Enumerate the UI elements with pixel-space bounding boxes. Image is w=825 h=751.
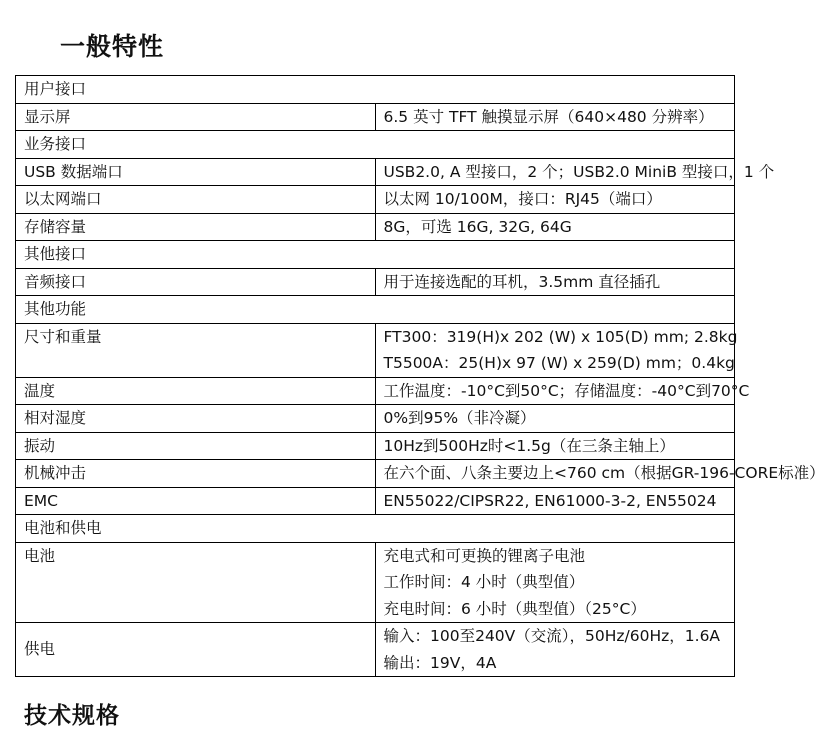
table-row <box>16 405 735 433</box>
row-name: 尺寸和重量 <box>16 323 376 377</box>
value-line: EN55022/CIPSR22, EN61000-3-2, EN55024 <box>383 491 717 510</box>
row-value <box>375 623 735 677</box>
value-line: T5500A：25(H)x 97 (W) x 259(D) mm；0.4kg <box>383 354 735 372</box>
value-line: 10Hz到500Hz时<1.5g（在三条主轴上） <box>383 436 675 455</box>
row-name: 显示屏 <box>16 103 376 131</box>
row-value <box>375 103 735 131</box>
row-name: 以太网端口 <box>16 186 376 214</box>
value-line: 0%到95%（非冷凝） <box>383 409 536 427</box>
row-name: 电池 <box>16 542 376 623</box>
row-value <box>375 377 750 405</box>
page-title: 一般特性 <box>60 32 165 61</box>
section-label: 业务接口 <box>16 131 735 159</box>
section-row <box>16 76 735 104</box>
row-value <box>375 405 735 433</box>
value-line: FT300：319(H)x 202 (W) x 105(D) mm; 2.8kg <box>383 327 738 346</box>
table-row <box>16 377 735 405</box>
row-name: 振动 <box>16 432 376 460</box>
value-line: 充电时间：6 小时（典型值）（25°C） <box>383 599 646 618</box>
table-row <box>16 158 735 186</box>
value-line: 输出：19V，4A <box>383 653 497 672</box>
section-label: 其他功能 <box>16 296 735 324</box>
row-name: 存储容量 <box>16 213 376 241</box>
section-heading-tech-spec: 技术规格 <box>24 702 120 729</box>
value-line: 充电式和可更换的锂离子电池 <box>383 546 586 565</box>
row-value <box>375 268 735 296</box>
row-value <box>375 432 735 460</box>
row-value <box>375 213 735 241</box>
spec-table <box>15 75 825 677</box>
value-line: 用于连接选配的耳机，3.5mm 直径插孔 <box>383 272 661 291</box>
section-label: 电池和供电 <box>16 515 735 543</box>
row-value <box>375 460 825 488</box>
value-line: 以太网 10/100M，接口：RJ45（端口） <box>383 190 662 208</box>
row-name: 温度 <box>16 377 376 405</box>
value-line: USB2.0, A 型接口，2 个；USB2.0 MiniB 型接口，1 个 <box>383 162 775 181</box>
value-line: 工作温度：-10°C到50°C；存储温度：-40°C到70°C <box>383 381 750 400</box>
table-row <box>16 323 735 377</box>
row-name: 机械冲击 <box>16 460 376 488</box>
table-row <box>16 432 735 460</box>
row-value <box>375 542 735 623</box>
section-row <box>16 515 735 543</box>
table-row <box>16 186 735 214</box>
table-row <box>16 268 735 296</box>
row-name: 供电 <box>16 623 376 677</box>
table-row <box>16 460 735 488</box>
spec-table-body <box>16 76 825 677</box>
table-row <box>16 542 735 623</box>
row-value <box>375 158 775 186</box>
table-row <box>16 623 735 677</box>
row-name: USB 数据端口 <box>16 158 376 186</box>
value-line: 6.5 英寸 TFT 触摸显示屏（640×480 分辨率） <box>383 107 714 126</box>
section-row <box>16 296 735 324</box>
row-name: 音频接口 <box>16 268 376 296</box>
section-label: 其他接口 <box>16 241 735 269</box>
value-line: 在六个面、八条主要边上<760 cm（根据GR-196-CORE标准） <box>383 464 825 482</box>
table-row <box>16 487 735 515</box>
section-row <box>16 131 735 159</box>
row-value <box>375 186 735 214</box>
row-value <box>375 487 735 515</box>
value-line: 8G，可选 16G, 32G, 64G <box>383 217 572 236</box>
table-row <box>16 213 735 241</box>
section-label: 用户接口 <box>16 76 735 104</box>
row-name: EMC <box>16 487 376 515</box>
row-name: 相对湿度 <box>16 405 376 433</box>
section-row <box>16 241 735 269</box>
row-value <box>375 323 738 377</box>
table-row <box>16 103 735 131</box>
value-line: 工作时间：4 小时（典型值） <box>383 573 585 591</box>
value-line: 输入：100至240V（交流），50Hz/60Hz，1.6A <box>383 627 721 645</box>
